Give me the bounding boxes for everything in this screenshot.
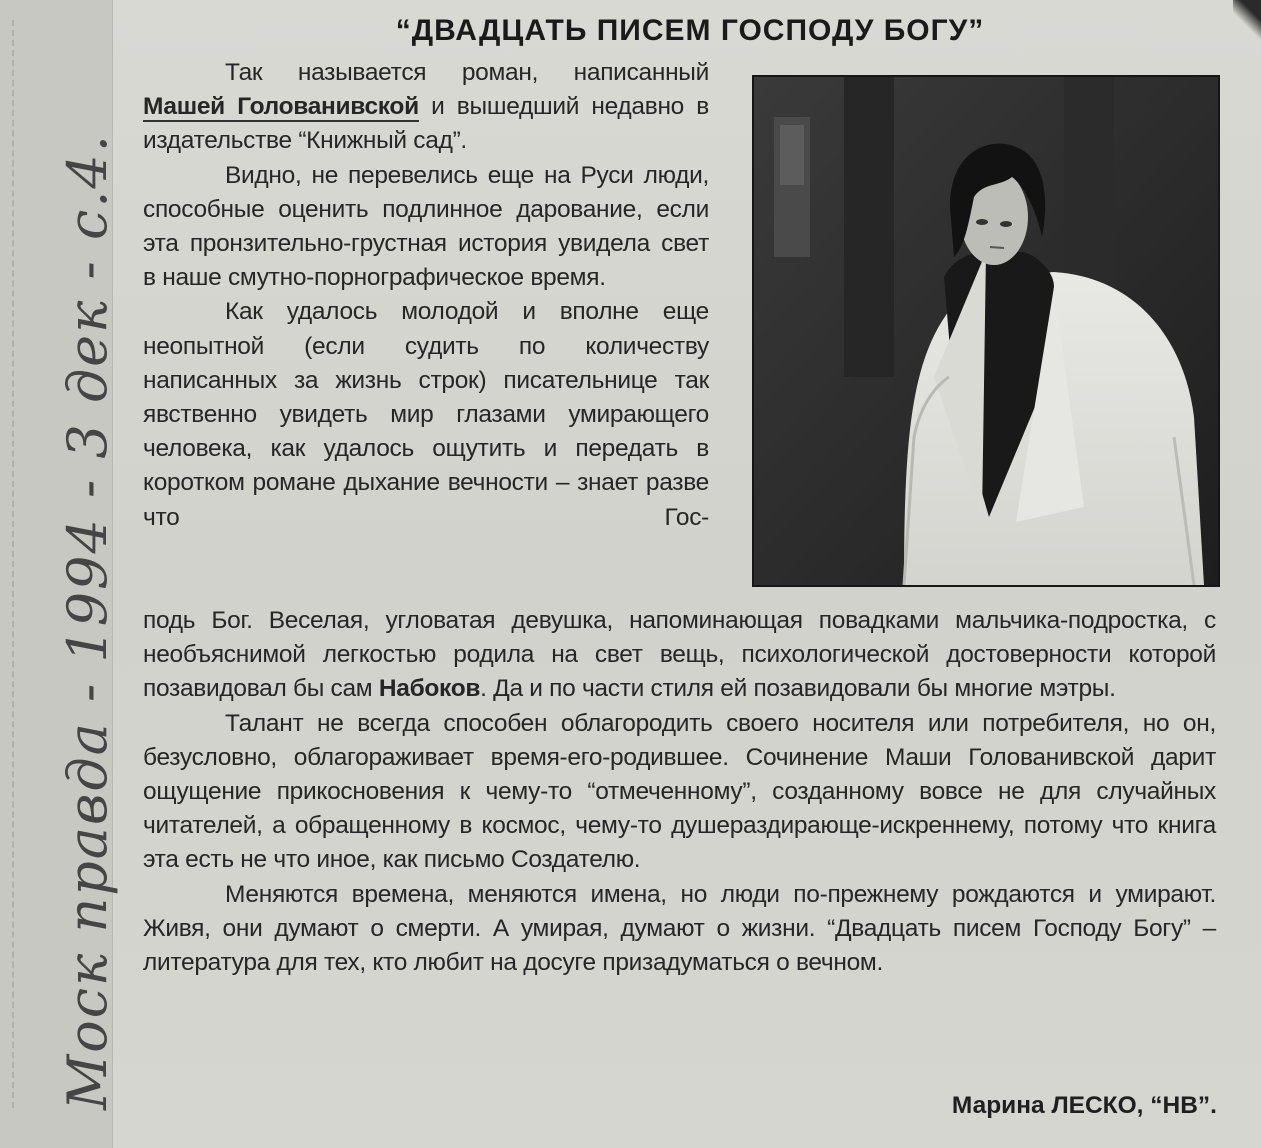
paragraph-intro: Так называется роман, написанный Машей Голованивской и вышедший недавно в издательстве “Книжный сад”.: [143, 59, 710, 155]
author-name: Машей Голованивской: [143, 93, 419, 121]
author-photo: [752, 75, 1220, 587]
article-column-bottom: [143, 604, 1216, 980]
paragraph-how-top: Как удалось молодой и вполне еще неопытной (если судить по количеству написанных за жизнь строк) писательнице так явственно увидеть мир глазами умирающего человека, как удалось ощутить и передать в коротком романе дыхание вечности – знает разве что Гос-: [143, 298, 709, 531]
article-column-top: [143, 56, 709, 535]
scan-corner-shadow: [1233, 0, 1261, 40]
photo-image: [754, 77, 1218, 585]
paragraph-creator: Талант не всегда способен облагородить своего носителя или потребителя, но он, безусловно, облагораживает время-его-родившее. Сочинение Маши Голованивской дарит ощущение прикосновения к чему-то “отмеченному”, созданному вовсе не для случайных читателей, а обращенному в космос, чему-то душераздирающе-искреннему, потому что книга эта есть не что иное, как письмо Создателю.: [143, 709, 1216, 874]
nabokov-name: Набоков: [378, 675, 481, 703]
paragraph-eternity: Меняются времена, меняются имена, но люди по-прежнему рождаются и умирают. Живя, они думают о смерти. А умирая, думают о жизни. “Двадцать писем Господу Богу” – литература для тех, кто любит на досуге призадуматься о вечном.: [143, 880, 1216, 977]
handwritten-source-note: Моск правда - 1994 - 3 дек - с.4.: [56, 133, 119, 1110]
article-signature: Марина ЛЕСКО, “НВ”.: [951, 1092, 1217, 1119]
paragraph-how-bottom: подь Бог. Веселая, угловатая девушка, напоминающая повадками мальчика-подростка, с необъяснимой легкостью родила на свет вещь, психологической достоверности которой позавидовал бы сам Набоков. Да и по части стиля ей позавидовали бы многие мэтры.: [143, 607, 1216, 703]
article-headline: “ДВАДЦАТЬ ПИСЕМ ГОСПОДУ БОГУ”: [395, 14, 985, 47]
paragraph-talent: Видно, не перевелись еще на Руси люди, способные оценить подлинное дарование, если эта пронзительно-грустная история увидела свет в наше смутно-порнографическое время.: [143, 161, 709, 292]
